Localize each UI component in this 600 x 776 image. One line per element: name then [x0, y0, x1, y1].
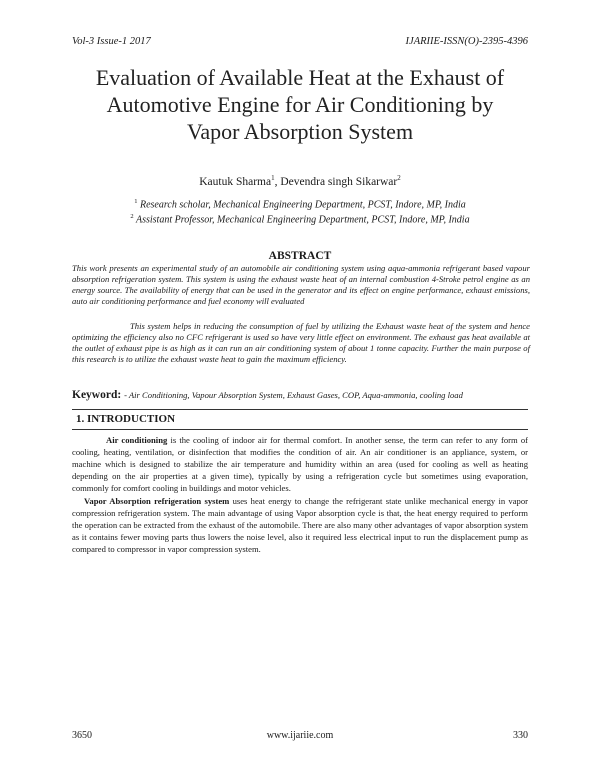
- section-rule-bottom: [72, 429, 528, 430]
- title-line-2: Automotive Engine for Air Conditioning by: [106, 92, 494, 117]
- intro-p2-term: Vapor Absorption refrigeration system: [84, 496, 230, 506]
- title-line-3: Vapor Absorption System: [186, 119, 414, 144]
- section-rule-top: [72, 409, 528, 410]
- paper-title: [60, 64, 540, 145]
- affiliation-2-sup: 2: [130, 213, 134, 221]
- intro-paragraph-2: [72, 496, 528, 556]
- intro-p1-text: is the cooling of indoor air for thermal comfort. In another sense, the term can refer to any form of cooling, heating, ventilation, or disinfection that modifies the condition of air. An air conditioner is an appliance, system, or machine which is designed to stabilize the air temperature and humidity within an area (used for cooling as well as heating depending on the air properties at a given time), typically by using a refrigeration cycle but sometimes using evaporation, commonly for comfort cooling in buildings and motor vehicles.: [72, 435, 529, 493]
- keywords-label: Keyword:: [72, 389, 125, 401]
- footer-page-number: 330: [513, 730, 528, 741]
- footer-website[interactable]: www.ijariie.com: [266, 730, 334, 741]
- author-2: Devendra singh Sikarwar: [280, 175, 398, 188]
- header-issn: IJARIIE-ISSN(O)-2395-4396: [405, 36, 528, 47]
- section-heading-introduction: 1. INTRODUCTION: [76, 413, 176, 425]
- intro-p2-text: uses heat energy to change the refrigerant state unlike mechanical energy in vapor compression refrigeration system. The main advantage of using Vapor absorption cycle is that, the heat energy required to perform the operation can be extracted from the exhaust of the automobile. There are also many other advantages of vapor absorption system as it contains fewer moving parts thus lowers the noise level, also it required less electrical input to run the displacement pump as compared to compressor in vapor compression system.: [72, 496, 528, 554]
- intro-paragraph-1: [72, 435, 528, 495]
- keywords-text: - Air Conditioning, Vapour Absorption System, Exhaust Gases, COP, Aqua-ammonia, cooling load: [124, 390, 463, 400]
- title-line-1: Evaluation of Available Heat at the Exhaust of: [95, 65, 505, 90]
- abstract-paragraph-2: This system helps in reducing the consumption of fuel by utilizing the Exhaust waste heat of the system and hence optimizing the efficiency also no CFC refrigerant is used so have very little effect on environment. The exhaust gas heat available at the outlet of exhaust pipe is as high as it can run an air conditioning system of about 1 tonne capacity. Further the main purpose of this research is to utilize the exhaust waste heat to gain the maximum efficiency.: [72, 321, 530, 364]
- affiliation-1-sup: 1: [134, 198, 138, 205]
- affiliations: [0, 196, 600, 227]
- abstract-heading: ABSTRACT: [268, 250, 332, 262]
- affiliation-1: [0, 196, 600, 211]
- abstract-paragraph-1: This work presents an experimental study of an automobile air conditioning system using aqua-ammonia refrigerant based vapour absorption refrigeration system. This system is using the exhaust waste heat of an internal combustion 4-Stroke petrol engine as an energy source. The availability of energy that can be used in the generator and its effect on engine performance, exhaust emissions, auto air conditioning performance and fuel economy will evaluated: [72, 263, 530, 306]
- author-2-sup: 2: [397, 174, 401, 182]
- affiliation-2: [0, 211, 600, 226]
- affiliation-1-text: Research scholar, Mechanical Engineering Department, PCST, Indore, MP, India: [137, 199, 466, 211]
- keywords: [72, 389, 532, 401]
- affiliation-2-text: Assistant Professor, Mechanical Engineering Department, PCST, Indore, MP, India: [133, 214, 470, 226]
- author-1: Kautuk Sharma: [199, 175, 272, 188]
- intro-p1-term: Air conditioning: [106, 435, 168, 445]
- author-list: [0, 174, 600, 188]
- footer-left-number: 3650: [72, 730, 92, 741]
- author-1-sup: 1: [271, 174, 275, 182]
- header-volume: Vol-3 Issue-1 2017: [72, 36, 151, 47]
- author-separator: ,: [274, 175, 281, 188]
